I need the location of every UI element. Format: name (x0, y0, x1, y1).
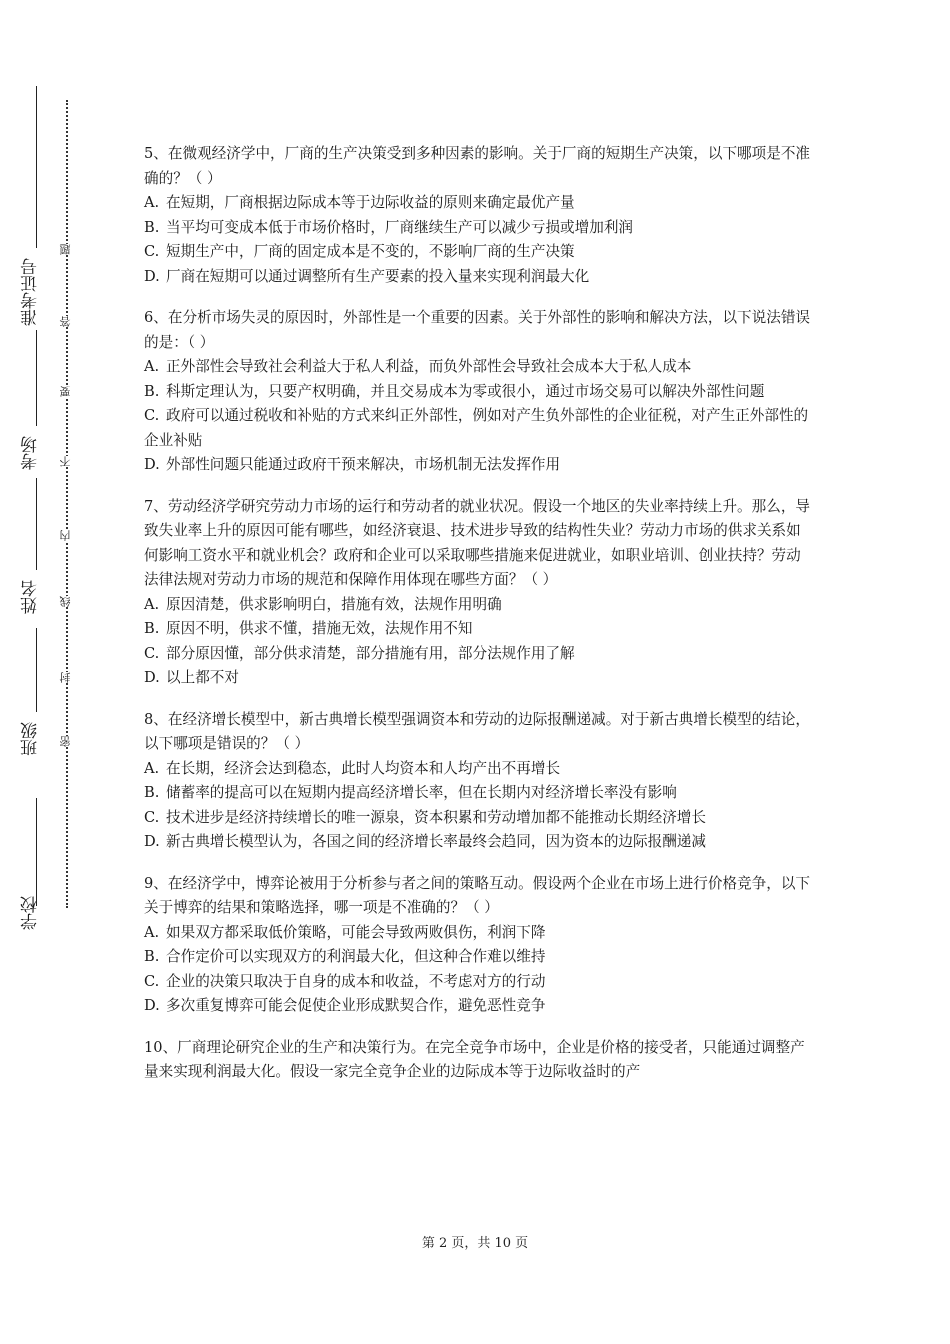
option-letter: B. (144, 620, 160, 637)
option-letter: D. (144, 456, 160, 473)
field-label-room: 考场 (21, 436, 41, 470)
option-text: 政府可以通过税收和补贴的方式来纠正外部性，例如对产生负外部性的企业征税，对产生正外部性的企业补贴 (144, 407, 809, 449)
binding-strip (0, 0, 110, 1344)
option-c (144, 404, 812, 453)
option-text: 新古典增长模型认为，各国之间的经济增长率最终会趋同，因为资本的边际报酬递减 (166, 833, 706, 850)
question-10 (144, 1036, 812, 1085)
option-a (144, 593, 812, 618)
option-text: 企业的决策只取决于自身的成本和收益，不考虑对方的行动 (166, 972, 546, 990)
option-d (144, 666, 812, 691)
option-text: 短期生产中，厂商的固定成本是不变的，不影响厂商的生产决策 (166, 243, 575, 260)
option-letter: B. (144, 218, 160, 236)
seal-char: 封 (59, 672, 72, 683)
field-label-class: 班级 (21, 722, 41, 756)
question-8 (144, 708, 812, 855)
option-a (144, 921, 812, 946)
question-stem: 6、在分析市场失灵的原因时，外部性是一个重要的因素。关于外部性的影响和解决方法，以下说法错误的是：（ ） (144, 309, 811, 351)
option-c (144, 970, 812, 995)
field-line-exam-id (36, 86, 37, 248)
option-text: 以上都不对 (166, 669, 239, 686)
option-a (144, 355, 812, 380)
question-6 (144, 306, 812, 478)
field-label-exam-id: 准考证号 (21, 258, 41, 326)
option-text: 在短期，厂商根据边际成本等于边际收益的原则来确定最优产量 (166, 194, 575, 211)
option-c (144, 240, 812, 265)
option-letter: C. (144, 644, 160, 662)
field-line-room (36, 330, 37, 426)
option-b (144, 617, 812, 642)
option-text: 原因清楚，供求影响明白，措施有效，法规作用明确 (166, 595, 502, 613)
field-label-name: 姓名 (21, 580, 41, 614)
option-text: 多次重复博弈可能会促使企业形成默契合作，避免恶性竞争 (166, 997, 546, 1014)
option-text: 正外部性会导致社会利益大于私人利益，而负外部性会导致社会成本大于私人成本 (166, 358, 692, 375)
field-line-name (36, 478, 37, 570)
seal-dotted-line (66, 100, 68, 908)
seal-char: 线 (59, 596, 72, 607)
option-text: 合作定价可以实现双方的利润最大化，但这种合作难以维持 (166, 948, 546, 965)
option-letter: D. (144, 669, 160, 686)
field-label-school: 学校 (21, 896, 41, 930)
question-stem: 9、在经济学中，博弈论被用于分析参与者之间的策略互动。假设两个企业在市场上进行价格竞争，以下关于博弈的结果和策略选择，哪一项是不准确的？（ ） (144, 874, 811, 916)
option-text: 部分原因懂，部分供求清楚，部分措施有用，部分法规作用了解 (166, 644, 575, 662)
option-letter: C. (144, 808, 160, 826)
option-d (144, 830, 812, 855)
option-letter: B. (144, 948, 160, 965)
seal-char: 不 (59, 456, 72, 467)
question-stem: 7、劳动经济学研究劳动力市场的运行和劳动者的就业状况。假设一个地区的失业率持续上升。那么，导致失业率上升的原因可能有哪些，如经济衰退、技术进步导致的结构性失业？劳动力市场的供求关系如何影响工资水平和就业机会？政府和企业可以采取哪些措施来促进就业，如职业培训、创业扶持？劳动法律法规对劳动力市场的规范和保障作用体现在哪些方面？（ ） (144, 497, 811, 588)
option-d (144, 265, 812, 290)
option-c (144, 642, 812, 667)
option-letter: D. (144, 833, 160, 850)
option-a (144, 191, 812, 216)
option-text: 外部性问题只能通过政府干预来解决，市场机制无法发挥作用 (166, 456, 561, 473)
option-letter: A. (144, 194, 160, 211)
option-b (144, 216, 812, 241)
option-letter: D. (144, 267, 160, 285)
option-d (144, 453, 812, 478)
option-text: 厂商在短期可以通过调整所有生产要素的投入量来实现利润最大化 (166, 267, 590, 285)
option-letter: D. (144, 997, 160, 1014)
option-text: 原因不明，供求不懂，措施无效，法规作用不知 (166, 620, 473, 637)
option-d (144, 994, 812, 1019)
question-stem: 8、在经济增长模型中，新古典增长模型强调资本和劳动的边际报酬递减。对于新古典增长模型的结论，以下哪项是错误的？（ ） (144, 710, 811, 752)
question-stem: 10、厂商理论研究企业的生产和决策行为。在完全竞争市场中，企业是价格的接受者，只能通过调整产量来实现利润最大化。假设一家完全竞争企业的边际成本等于边际收益时的产 (144, 1038, 805, 1080)
seal-char: 答 (59, 316, 72, 327)
option-letter: A. (144, 759, 160, 777)
question-5 (144, 142, 812, 289)
option-letter: C. (144, 243, 160, 260)
option-c (144, 806, 812, 831)
question-stem: 5、在微观经济学中，厂商的生产决策受到多种因素的影响。关于厂商的短期生产决策，以下哪项是不准确的？（ ） (144, 145, 811, 187)
option-letter: B. (144, 382, 160, 400)
seal-char: 题 (59, 244, 72, 255)
option-letter: B. (144, 784, 160, 801)
seal-char: 内 (59, 530, 72, 541)
option-letter: A. (144, 358, 160, 375)
option-b (144, 945, 812, 970)
option-text: 在长期，经济会达到稳态，此时人均资本和人均产出不再增长 (166, 759, 561, 777)
field-line-class (36, 628, 37, 712)
option-text: 科斯定理认为，只要产权明确，并且交易成本为零或很小，通过市场交易可以解决外部性问题 (166, 382, 765, 400)
question-9 (144, 872, 812, 1019)
option-letter: A. (144, 595, 160, 613)
seal-char: 密 (59, 736, 72, 747)
option-letter: C. (144, 407, 160, 424)
page-number: 第 2 页，共 10 页 (421, 1236, 529, 1251)
option-b (144, 380, 812, 405)
option-a (144, 757, 812, 782)
option-text: 技术进步是经济持续增长的唯一源泉，资本积累和劳动增加都不能推动长期经济增长 (166, 808, 706, 826)
seal-char: 要 (59, 386, 72, 397)
option-letter: C. (144, 972, 160, 990)
question-7 (144, 495, 812, 691)
option-text: 当平均可变成本低于市场价格时，厂商继续生产可以减少亏损或增加利润 (166, 218, 634, 236)
option-b (144, 781, 812, 806)
option-letter: A. (144, 923, 160, 941)
option-text: 如果双方都采取低价策略，可能会导致两败俱伤，利润下降 (166, 923, 546, 941)
question-list (144, 142, 812, 1102)
option-text: 储蓄率的提高可以在短期内提高经济增长率，但在长期内对经济增长率没有影响 (166, 784, 677, 801)
